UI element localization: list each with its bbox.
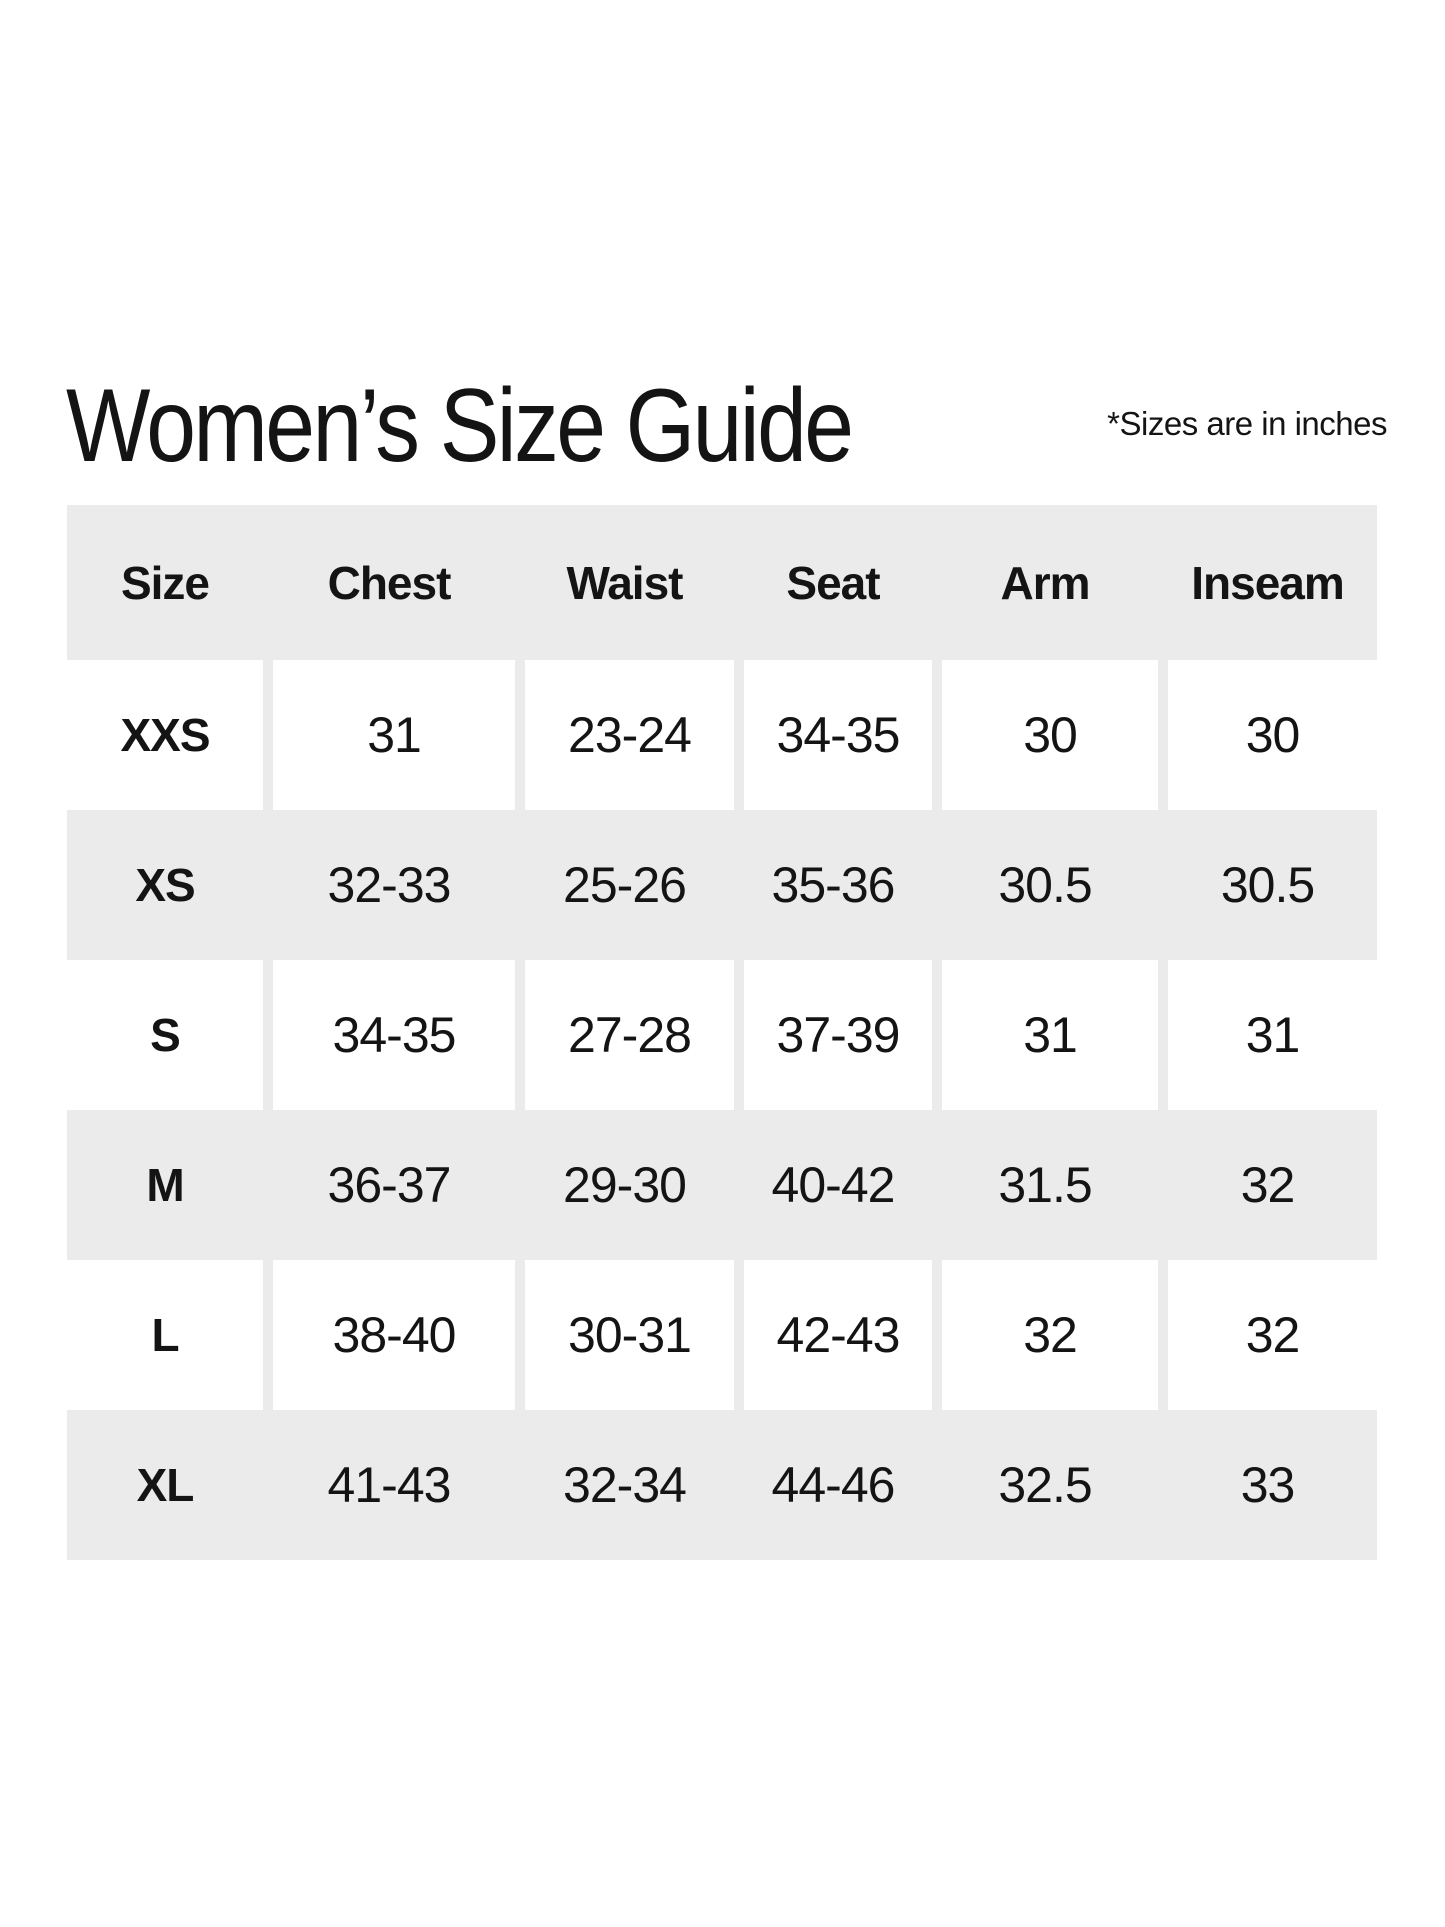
column-header-seat: Seat (786, 556, 880, 609)
seat-value: 37-39 (734, 960, 932, 1110)
table-row-xxs (67, 660, 1377, 810)
waist-value: 30-31 (515, 1260, 734, 1410)
waist-value: 25-26 (563, 857, 686, 913)
table-row-s (67, 960, 1377, 1110)
table-row-l (67, 1260, 1377, 1410)
waist-value: 23-24 (515, 660, 734, 810)
inseam-value: 33 (1240, 1457, 1295, 1513)
column-header-arm: Arm (1000, 556, 1090, 609)
arm-value: 32.5 (998, 1457, 1092, 1513)
size-label: L (67, 1260, 263, 1410)
arm-value: 31.5 (998, 1157, 1092, 1213)
size-guide-table (67, 505, 1377, 1560)
inseam-value: 32 (1240, 1157, 1295, 1213)
column-header-chest: Chest (327, 556, 451, 609)
chest-value: 31 (263, 660, 515, 810)
chest-value: 41-43 (327, 1457, 451, 1513)
column-header-waist: Waist (566, 556, 683, 609)
arm-value: 30.5 (998, 857, 1092, 913)
table-row-xl (67, 1410, 1377, 1560)
column-header-inseam: Inseam (1191, 556, 1344, 609)
arm-value: 31 (932, 960, 1158, 1110)
seat-value: 44-46 (771, 1457, 895, 1513)
chest-value: 34-35 (263, 960, 515, 1110)
chest-value: 38-40 (263, 1260, 515, 1410)
size-label: XL (136, 1459, 194, 1511)
waist-value: 29-30 (563, 1157, 686, 1213)
size-label: XXS (67, 660, 263, 810)
chest-value: 32-33 (327, 857, 451, 913)
table-row-xs (67, 810, 1377, 960)
inseam-value: 32 (1158, 1260, 1377, 1410)
arm-value: 30 (932, 660, 1158, 810)
page-title: Women’s Size Guide (66, 368, 852, 484)
chest-value: 36-37 (327, 1157, 451, 1213)
seat-value: 42-43 (734, 1260, 932, 1410)
seat-value: 35-36 (771, 857, 895, 913)
size-label: S (67, 960, 263, 1110)
inseam-value: 30.5 (1220, 857, 1315, 913)
size-label: M (146, 1159, 184, 1211)
table-row-m (67, 1110, 1377, 1260)
units-note: *Sizes are in inches (1107, 405, 1387, 442)
seat-value: 40-42 (771, 1157, 895, 1213)
waist-value: 32-34 (563, 1457, 686, 1513)
inseam-value: 31 (1158, 960, 1377, 1110)
column-header-size: Size (120, 556, 210, 609)
inseam-value: 30 (1158, 660, 1377, 810)
seat-value: 34-35 (734, 660, 932, 810)
waist-value: 27-28 (515, 960, 734, 1110)
size-label: XS (135, 859, 195, 911)
arm-value: 32 (932, 1260, 1158, 1410)
table-header-row (67, 505, 1377, 660)
